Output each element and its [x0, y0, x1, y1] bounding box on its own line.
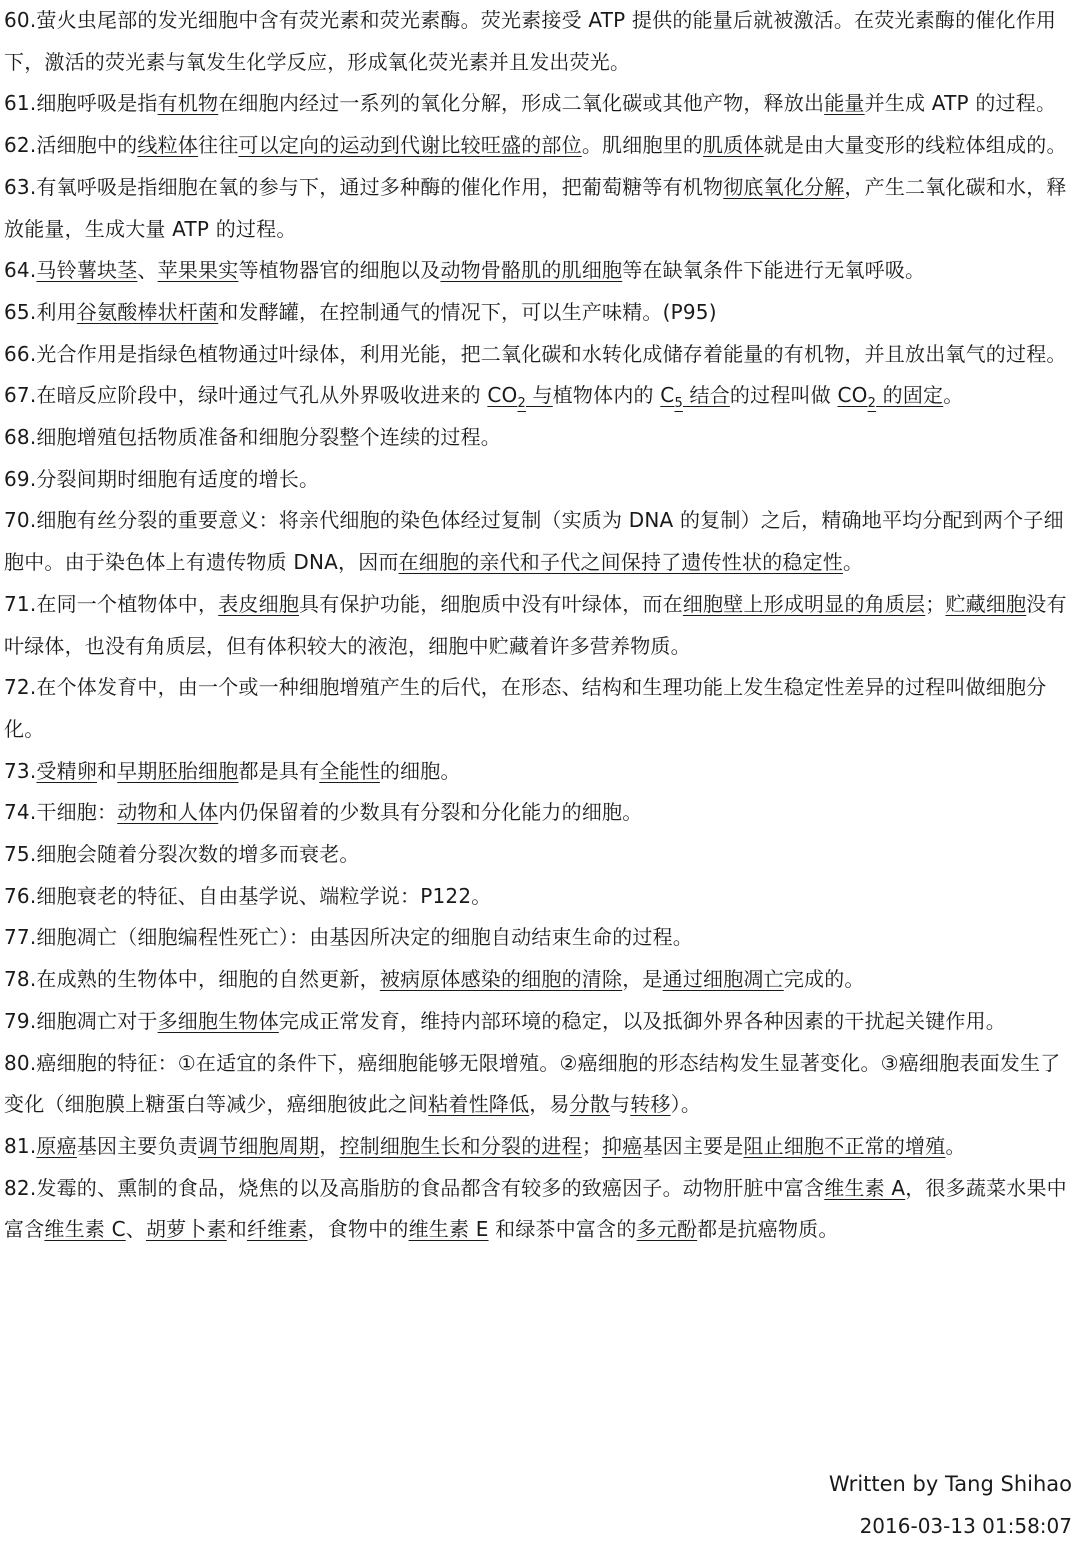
underlined-term: 维生素 E [408, 1217, 489, 1242]
note-item-66 [4, 334, 1076, 376]
note-text: ，是 [622, 967, 663, 992]
underlined-term: 马铃薯块茎 [36, 258, 138, 283]
note-text: 74.干细胞： [4, 800, 118, 825]
note-item-60 [4, 0, 1076, 83]
note-text: 67.在暗反应阶段中，绿叶通过气孔从外界吸收进来的 [4, 383, 488, 408]
note-text: 78.在成熟的生物体中，细胞的自然更新， [4, 967, 380, 992]
underlined-term: 控制细胞生长和分裂的进程 [339, 1133, 582, 1158]
note-text: 。 [843, 550, 864, 575]
note-text: 并生成 ATP 的过程。 [864, 91, 1057, 116]
underlined-term: 原癌 [36, 1133, 77, 1158]
note-text: 60.萤火虫尾部的发光细胞中含有荧光素和荧光素酶。荧光素接受 ATP 提供的能量后就被激活。在荧光素酶的催化作用下，激活的荧光素与氧发生化学反应，形成氧化荧光素并且发出荧光。 [4, 8, 1057, 74]
note-item-69 [4, 459, 1076, 501]
note-text: 61.细胞呼吸是指 [4, 91, 158, 116]
note-text: ）。 [670, 1092, 702, 1117]
underlined-term: 谷氨酸棒状杆菌 [76, 299, 219, 324]
note-text: 在细胞内经过一系列的氧化分解，形成二氧化碳或其他产物，释放出 [218, 91, 825, 116]
note-text: 69.分裂间期时细胞有适度的增长。 [4, 466, 320, 491]
underlined-term: 分散 [569, 1092, 611, 1117]
note-text: 。 [945, 1133, 966, 1158]
note-item-68 [4, 417, 1076, 459]
note-text: 63.有氧呼吸是指细胞在氧的参与下，通过多种酶的催化作用，把葡萄糖等有机物 [4, 174, 724, 199]
note-text: 76.细胞衰老的特征、自由基学说、端粒学说：P122。 [4, 883, 492, 908]
note-text: 、 [137, 258, 158, 283]
underlined-term: 早期胚胎细胞 [117, 758, 239, 783]
underlined-term: 结合 [682, 383, 730, 408]
note-text: 基因主要负责 [76, 1133, 199, 1158]
subscript: 2 [517, 396, 526, 412]
underlined-term: 调节细胞周期 [198, 1133, 320, 1158]
note-text: 79.细胞凋亡对于 [4, 1008, 158, 1033]
note-text: 没有叶绿体，也没有角质层，但有体积较大的液泡，细胞中贮藏着许多营养物质。 [4, 591, 1067, 658]
note-text: 65.利用 [4, 299, 77, 324]
note-item-67 [4, 375, 1076, 417]
underlined-term: 肌质体 [703, 133, 764, 158]
underlined-term: 多细胞生物体 [157, 1008, 279, 1033]
underlined-term: 表皮细胞 [218, 591, 300, 616]
note-item-73 [4, 751, 1076, 793]
note-item-63 [4, 167, 1076, 250]
note-text: 73. [4, 758, 37, 783]
author-signature: Written by Tang Shihao [828, 1472, 1072, 1496]
underlined-term: CO [837, 383, 868, 408]
note-text: 71.在同一个植物体中， [4, 591, 219, 616]
underlined-term: 抑癌 [602, 1133, 643, 1158]
note-text: 和 [226, 1217, 247, 1242]
timestamp: 2016-03-13 01:58:07 [859, 1514, 1072, 1538]
underlined-term: 苹果果实 [157, 258, 239, 283]
note-text: 68.细胞增殖包括物质准备和细胞分裂整个连续的过程。 [4, 425, 502, 450]
note-text: ； [925, 591, 946, 616]
subscript: 5 [674, 396, 683, 412]
underlined-term: 在细胞的亲代和子代之间保持了遗传性状的稳定性 [398, 550, 844, 575]
note-text: 都是具有 [238, 758, 320, 783]
note-text: 64. [4, 258, 37, 283]
underlined-term: 维生素 A [824, 1175, 906, 1200]
subscript: 2 [867, 396, 877, 412]
underlined-term: 粘着性降低 [428, 1092, 530, 1117]
note-text: ， [319, 1133, 340, 1158]
note-item-72 [4, 667, 1076, 750]
underlined-term: 可以定向的运动到代谢比较旺盛的部位 [238, 133, 582, 158]
note-item-78 [4, 959, 1076, 1001]
note-text: 、 [125, 1217, 146, 1242]
note-text: 植物体内的 [552, 383, 661, 408]
underlined-term: 受精卵 [36, 758, 98, 783]
underlined-term: 的固定 [876, 383, 944, 408]
note-text: 的过程叫做 [729, 383, 838, 408]
note-text: 81. [4, 1133, 37, 1158]
underlined-term: 与 [525, 383, 553, 408]
underlined-term: 动物骨骼肌的肌细胞 [440, 258, 623, 283]
note-item-70 [4, 500, 1076, 583]
underlined-term: 贮藏细胞 [945, 591, 1027, 616]
note-text: 和绿茶中富含的 [488, 1217, 637, 1242]
underlined-term: 动物和人体 [117, 800, 219, 825]
note-text: ，易 [529, 1092, 570, 1117]
note-text: 的细胞。 [379, 758, 461, 783]
underlined-term: 有机物 [157, 91, 219, 116]
underlined-term: 线粒体 [137, 133, 199, 158]
underlined-term: 能量 [824, 91, 865, 116]
note-text: 等植物器官的细胞以及 [238, 258, 441, 283]
note-text: 与 [610, 1092, 631, 1117]
note-item-61 [4, 83, 1076, 125]
note-text: ，很多蔬菜水果中富含 [4, 1175, 1067, 1242]
note-item-76 [4, 876, 1076, 918]
underlined-term: 全能性 [319, 758, 380, 783]
note-text: ，产生二氧化碳和水，释放能量，生成大量 ATP 的过程。 [4, 174, 1067, 241]
note-item-65 [4, 292, 1076, 334]
underlined-term: 被病原体感染的细胞的清除 [379, 967, 623, 992]
note-item-75 [4, 834, 1076, 876]
note-text: 82.发霉的、熏制的食品，烧焦的以及高脂肪的食品都含有较多的致癌因子。动物肝脏中富含 [4, 1175, 825, 1200]
note-text: 75.细胞会随着分裂次数的增多而衰老。 [4, 842, 360, 867]
note-text: 66.光合作用是指绿色植物通过叶绿体，利用光能，把二氧化碳和水转化成储存着能量的有机物，并且放出氧气的过程。 [4, 341, 1067, 366]
note-text: ； [581, 1133, 603, 1158]
note-text: 。肌细胞里的 [581, 133, 704, 158]
note-text: 完成的。 [783, 967, 865, 992]
note-text: 80.癌细胞的特征：①在适宜的条件下，癌细胞能够无限增殖。②癌细胞的形态结构发生显著变化。③癌细胞表面发生了变化（细胞膜上糖蛋白等减少，癌细胞彼此之间 [4, 1050, 1061, 1117]
underlined-term: 维生素 C [44, 1217, 126, 1242]
note-text: 77.细胞凋亡（细胞编程性死亡）：由基因所决定的细胞自动结束生命的过程。 [4, 925, 694, 950]
underlined-term: 通过细胞凋亡 [662, 967, 784, 992]
underlined-term: 转移 [630, 1092, 671, 1117]
notes-document [4, 0, 1076, 1251]
underlined-term: 彻底氧化分解 [723, 174, 845, 199]
underlined-term: C [660, 383, 675, 408]
note-text: 往往 [198, 133, 239, 158]
note-text: 和 [97, 758, 118, 783]
note-text: 72.在个体发育中，由一个或一种细胞增殖产生的后代，在形态、结构和生理功能上发生稳定性差异的过程叫做细胞分化。 [4, 675, 1047, 741]
note-item-81 [4, 1126, 1076, 1168]
note-text: 等在缺氧条件下能进行无氧呼吸。 [622, 258, 926, 283]
note-text: 内仍保留着的少数具有分裂和分化能力的细胞。 [218, 800, 643, 825]
note-item-82 [4, 1168, 1076, 1251]
note-item-71 [4, 584, 1076, 667]
note-item-79 [4, 1001, 1076, 1043]
underlined-term: 纤维素 [246, 1217, 308, 1242]
underlined-term: 细胞壁上形成明显的角质层 [682, 591, 926, 616]
underlined-term: CO [487, 383, 518, 408]
underlined-term: 阻止细胞不正常的增殖 [743, 1133, 946, 1158]
note-text: ，食物中的 [307, 1217, 409, 1242]
note-text: 完成正常发育，维持内部环境的稳定，以及抵御外界各种因素的干扰起关键作用。 [278, 1008, 1007, 1033]
note-item-77 [4, 917, 1076, 959]
note-text: 62.活细胞中的 [4, 133, 138, 158]
note-item-80 [4, 1043, 1076, 1126]
note-item-74 [4, 792, 1076, 834]
note-text: 具有保护功能，细胞质中没有叶绿体，而在 [299, 591, 683, 616]
note-text: 和发酵罐，在控制通气的情况下，可以生产味精。(P95) [218, 299, 717, 324]
underlined-term: 多元酚 [636, 1217, 698, 1242]
note-text: 就是由大量变形的线粒体组成的。 [763, 133, 1067, 158]
note-text: 都是抗癌物质。 [697, 1217, 839, 1242]
note-item-62 [4, 125, 1076, 167]
note-text: 70.细胞有丝分裂的重要意义：将亲代细胞的染色体经过复制（实质为 DNA 的复制）之后，精确地平均分配到两个子细胞中。由于染色体上有遗传物质 DNA，因而 [4, 508, 1064, 575]
underlined-term: 胡萝卜素 [145, 1217, 227, 1242]
note-text: 基因主要是 [642, 1133, 744, 1158]
note-text: 。 [943, 383, 964, 408]
note-item-64 [4, 250, 1076, 292]
